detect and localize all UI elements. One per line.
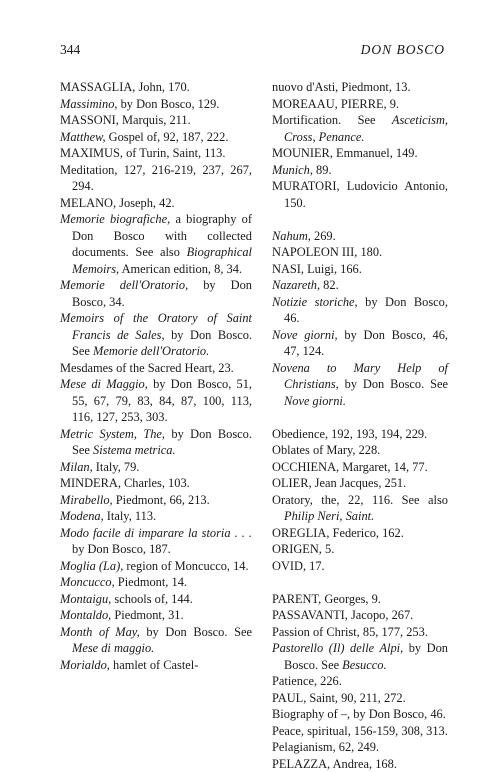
index-entry-italic-text: Moncucco, [60, 575, 115, 589]
index-entry-text: Oratory, the, 22, 116. See also [272, 493, 448, 507]
index-entry [60, 525, 252, 558]
index-entry [60, 607, 252, 624]
index-entry-italic-text: Memoirs of the Oratory of Saint Francis de Sales, [60, 311, 252, 342]
index-entry-text: by Don Bosco, 34. [72, 278, 252, 309]
index-entry-text: by Don Bosco. See [140, 625, 252, 639]
index-entry-text: by Don Bosco, 129. [117, 97, 219, 111]
index-entry [272, 541, 448, 558]
index-entry-text: Meditation, 127, 216-219, 237, 267, 294. [60, 163, 252, 194]
index-entry [272, 525, 448, 542]
index-entry [272, 145, 448, 162]
index-entry-text: NAPOLEON III, 180. [272, 245, 382, 259]
index-entry-text: by Don Bosco, 46. [284, 295, 448, 326]
index-entry-italic-text: Massimino, [60, 97, 117, 111]
index-entry-text: MOUNIER, Emmanuel, 149. [272, 146, 418, 160]
index-entry-italic-text: Mese di Maggio, [60, 377, 148, 391]
index-entry-text: by Don Bosco, 187. [72, 542, 171, 556]
index-entry [272, 244, 448, 261]
index-entry [272, 459, 448, 476]
index-entry-text: MOREAAU, PIERRE, 9. [272, 97, 399, 111]
index-entry [60, 79, 252, 96]
index-entry [272, 640, 448, 673]
index-entry [272, 178, 448, 211]
index-entry-italic-text: Sistema metrica. [93, 443, 176, 457]
index-entry-text: by Don Bosco. See [72, 427, 252, 458]
index-entry [272, 673, 448, 690]
index-entry [60, 508, 252, 525]
index-entry-text: Mesdames of the Sacred Heart, 23. [60, 361, 234, 375]
index-entry [272, 277, 448, 294]
index-entry [272, 756, 448, 772]
running-head: DON BOSCO [361, 42, 445, 58]
index-entry-italic-text: Morialdo, [60, 658, 110, 672]
index-entry [272, 706, 448, 723]
index-entry [272, 558, 448, 575]
index-entry-text: by Don Bosco, 51, 55, 67, 79, 83, 84, 87, 100, 113, 116, 127, 253, 303. [72, 377, 252, 424]
index-entry [60, 459, 252, 476]
index-entry-text: American edition, 8, 34. [119, 262, 242, 276]
index-entry-text: region of Moncucco, 14. [123, 559, 248, 573]
index-entry [272, 112, 448, 145]
index-entry [60, 277, 252, 310]
index-entry-italic-text: Metric System, The, [60, 427, 165, 441]
index-entry [60, 310, 252, 360]
index-entry-italic-text: Biographical Memoirs, [72, 245, 252, 276]
index-entry-text: hamlet of Castel- [110, 658, 198, 672]
index-entry-italic-text: Notizie storiche, [272, 295, 358, 309]
index-entry [272, 327, 448, 360]
index-entry-text: OVID, 17. [272, 559, 325, 573]
index-entry [272, 591, 448, 608]
index-entry-italic-text: Munich, [272, 163, 313, 177]
index-entry [272, 442, 448, 459]
index-entry [60, 96, 252, 113]
index-entry-text: schools of, 144. [111, 592, 193, 606]
index-entry-text: a biography of Don Bosco with collected documents. See also [72, 212, 252, 259]
index-entry-text: ORIGEN, 5. [272, 542, 334, 556]
index-entry-italic-text: Nahum, [272, 229, 311, 243]
index-entry-italic-text: Modo facile di imparare la storia . . . [60, 526, 252, 540]
index-entry-text: PARENT, Georges, 9. [272, 592, 381, 606]
page-header [60, 42, 445, 62]
index-entry-text: Biography of –, by Don Bosco, 46. [272, 707, 446, 721]
index-entry-text: by Don Bosco. See [72, 328, 252, 359]
index-entry-italic-text: Nove giorni, [272, 328, 338, 342]
index-entry-text: 269. [311, 229, 336, 243]
index-entry [60, 657, 252, 674]
index-entry-text: Peace, spiritual, 156-159, 308, 313. [272, 724, 448, 738]
page-number: 344 [60, 42, 80, 58]
index-entry [272, 690, 448, 707]
index-entry-text: 82. [320, 278, 339, 292]
index-entry-italic-text: Montaigu, [60, 592, 111, 606]
index-entry [272, 96, 448, 113]
index-entry-italic-text: Philip Neri, Saint. [284, 509, 374, 523]
index-entry [272, 607, 448, 624]
index-entry-italic-text: Memorie dell'Oratorio. [93, 344, 209, 358]
index-entry-italic-text: Novena to Mary Help of Christians, [272, 361, 448, 392]
index-entry-text: OREGLIA, Federico, 162. [272, 526, 404, 540]
index-entry-text: Patience, 226. [272, 674, 342, 688]
index-entry-text: Piedmont, 31. [111, 608, 183, 622]
index-entry-italic-text: Milan, [60, 460, 93, 474]
index-entry-text: Pelagianism, 62, 249. [272, 740, 379, 754]
index-entry [272, 162, 448, 179]
index-entry [60, 376, 252, 426]
index-entry-text: by Don Bosco. See [339, 377, 448, 391]
index-entry-italic-text: Modena, [60, 509, 104, 523]
index-entry-text: OCCHIENA, Margaret, 14, 77. [272, 460, 428, 474]
index-entry-italic-text: Month of May, [60, 625, 140, 639]
index-entry-text: MASSONI, Marquis, 211. [60, 113, 191, 127]
index-entry [272, 492, 448, 525]
index-entry [272, 360, 448, 410]
index-entry-text: Gospel of, 92, 187, 222. [106, 130, 229, 144]
index-entry [60, 492, 252, 509]
index-entry [60, 591, 252, 608]
index-column-right [272, 79, 448, 772]
index-entry-text: nuovo d'Asti, Piedmont, 13. [272, 80, 411, 94]
index-entry [272, 624, 448, 641]
index-entry-italic-text: Pastorello (Il) delle Alpi, [272, 641, 403, 655]
index-entry-italic-text: Montaldo, [60, 608, 111, 622]
index-entry-text: Italy, 113. [104, 509, 156, 523]
index-entry-italic-text: Nove giorni. [284, 394, 346, 408]
index-entry [60, 145, 252, 162]
index-entry-italic-text: Nazareth, [272, 278, 320, 292]
index-entry [272, 426, 448, 443]
index-entry [60, 112, 252, 129]
index-entry-text: Piedmont, 66, 213. [113, 493, 210, 507]
index-entry [272, 294, 448, 327]
index-entry [60, 129, 252, 146]
index-entry-italic-text: Matthew, [60, 130, 106, 144]
index-entry [272, 739, 448, 756]
index-entry [60, 162, 252, 195]
index-entry-text: MASSAGLIA, John, 170. [60, 80, 190, 94]
index-entry-text: PELAZZA, Andrea, 168. [272, 757, 397, 771]
index-entry [60, 574, 252, 591]
index-entry-text: by Don Bosco, 46, 47, 124. [284, 328, 448, 359]
index-entry-text: MINDERA, Charles, 103. [60, 476, 190, 490]
index-entry-text: PAUL, Saint, 90, 211, 272. [272, 691, 406, 705]
index-entry-text: Oblates of Mary, 228. [272, 443, 380, 457]
index-entry [60, 426, 252, 459]
index-entry-italic-text: Moglia (La), [60, 559, 123, 573]
index-entry [60, 475, 252, 492]
index-entry-text: Italy, 79. [93, 460, 140, 474]
index-entry-text: Piedmont, 14. [115, 575, 187, 589]
index-entry [272, 261, 448, 278]
index-entry-text: Passion of Christ, 85, 177, 253. [272, 625, 428, 639]
index-entry-text: by Don Bosco. See [284, 641, 448, 672]
index-entry-italic-text: Besucco. [342, 658, 386, 672]
index-entry [60, 195, 252, 212]
index-entry-italic-text: Mirabello, [60, 493, 113, 507]
index-entry [60, 558, 252, 575]
index-entry [272, 228, 448, 245]
index-entry-text: OLIER, Jean Jacques, 251. [272, 476, 406, 490]
index-entry-text: 89. [313, 163, 332, 177]
index-section-gap [272, 409, 448, 426]
index-entry-text: Mortification. See [272, 113, 392, 127]
index-column-left [60, 79, 252, 673]
index-entry-text: MAXIMUS, of Turin, Saint, 113. [60, 146, 225, 160]
index-section-gap [272, 574, 448, 591]
index-entry-italic-text: Mese di maggio. [72, 641, 154, 655]
index-entry-italic-text: Memorie dell'Oratorio, [60, 278, 188, 292]
index-entry [272, 475, 448, 492]
index-section-gap [272, 211, 448, 228]
index-entry [272, 723, 448, 740]
index-entry-text: MURATORI, Ludovicio Antonio, 150. [272, 179, 448, 210]
index-entry-text: MELANO, Joseph, 42. [60, 196, 175, 210]
index-entry-text: PASSAVANTI, Jacopo, 267. [272, 608, 413, 622]
index-entry-text: Obedience, 192, 193, 194, 229. [272, 427, 427, 441]
index-entry [272, 79, 448, 96]
index-entry [60, 211, 252, 277]
index-entry-text: NASI, Luigi, 166. [272, 262, 362, 276]
index-entry-italic-text: Memorie biografiche, [60, 212, 170, 226]
index-entry [60, 360, 252, 377]
index-entry-italic-text: Asceticism, Cross, Penance. [284, 113, 448, 144]
index-entry [60, 624, 252, 657]
